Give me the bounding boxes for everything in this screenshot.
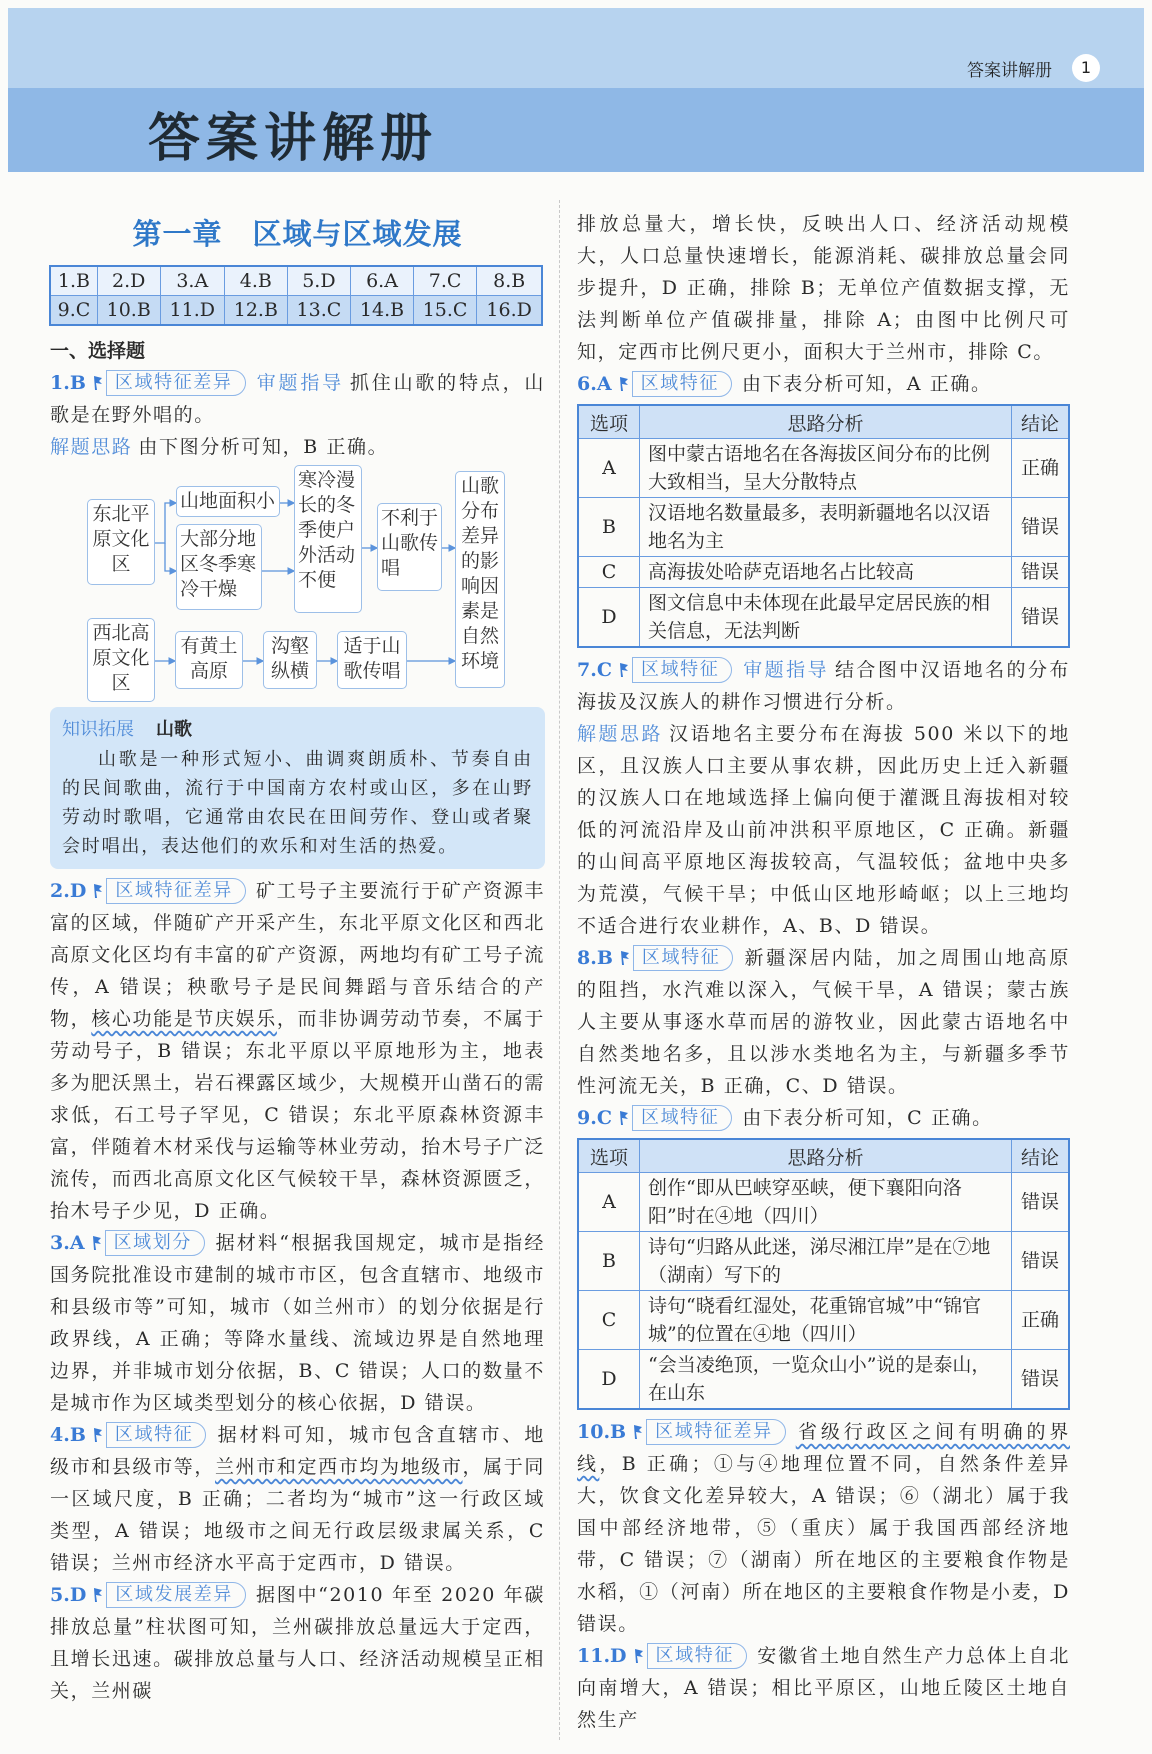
table-row xyxy=(578,1232,1069,1291)
knowledge-extension-box xyxy=(50,707,545,869)
item-text: 据材料“根据我国规定，城市是指经国务院批准设市建制的城市市区，包含直辖市、地级市和县级市等”可知，城市（如兰州市）的划分依据是行政界线，A 正确；等降水量线、流域边界是自然地理边界，并非城市划分依据，B、C 错误；人口的数量不是城市作为区域类型划分的核心依据，D 错误。 xyxy=(50,1232,545,1414)
flag-icon xyxy=(618,1110,630,1126)
key-point-underline: 省级行政区之间有明确的界线 xyxy=(577,1421,1070,1475)
guide-label: 审题指导 xyxy=(255,372,344,394)
answer-item xyxy=(50,1419,545,1579)
item-text: 据图中“2010 年至 2020 年碳排放总量”柱状图可知，兰州碳排放总量远大于定西，且增长迅速。碳排放总量与人口、经济活动规模呈正相关，兰州碳 xyxy=(50,1584,545,1702)
option-cell: C xyxy=(578,1291,640,1350)
flow-box-nw-region: 西北高原文化区 xyxy=(87,618,155,702)
section-title: 一、选择题 xyxy=(50,340,146,362)
key-point-underline: 核心功能是节庆娱乐 xyxy=(91,1008,277,1030)
flag-icon xyxy=(92,375,104,391)
extension-title: 山歌 xyxy=(156,719,192,740)
item-text: 由下表分析可知，A 正确。 xyxy=(741,373,992,395)
answer-key-cell: 9.C xyxy=(50,296,97,326)
table-header: 思路分析 xyxy=(640,405,1012,439)
table-row xyxy=(578,1350,1069,1410)
approach-label: 解题思路 xyxy=(50,436,133,458)
flag-icon xyxy=(91,1235,103,1251)
item-number: 7.C xyxy=(577,659,612,681)
flow-box-gullies: 沟壑纵横 xyxy=(263,631,317,689)
table-header: 思路分析 xyxy=(640,1139,1012,1173)
chapter-title: 第一章 区域与区域发展 xyxy=(132,217,463,251)
item-text: 矿工号子主要流行于矿产资源丰富的区域，伴随矿产开采产生，东北平原文化区和西北高原文化区均有丰富的矿产资源，两地均有矿工号子流传，A 错误；秧歌号子是民间舞蹈与音乐结合的产物， xyxy=(50,880,545,1030)
conclusion-cell: 错误 xyxy=(1012,1350,1070,1410)
item-text: 据材料可知，城市包含直辖市、地级市和县级市等， xyxy=(50,1424,545,1478)
topic-tag: 区域划分 xyxy=(105,1230,205,1256)
topic-tag: 区域特征 xyxy=(647,1643,747,1669)
option-cell: C xyxy=(578,557,640,588)
analysis-cell: 创作“即从巴峡穿巫峡，便下襄阳向洛阳”时在④地（四川） xyxy=(640,1173,1012,1232)
table-row xyxy=(578,1173,1069,1232)
analysis-cell: 高海拔处哈萨克语地名占比较高 xyxy=(640,557,1012,588)
approach-label: 解题思路 xyxy=(577,723,663,745)
answer-item xyxy=(577,1416,1070,1640)
right-column xyxy=(577,208,1070,1736)
flowchart xyxy=(50,463,545,703)
answer-key-cell: 14.B xyxy=(351,296,414,326)
table-header-row xyxy=(578,405,1069,439)
analysis-cell: 汉语地名数量最多，表明新疆地名以汉语地名为主 xyxy=(640,498,1012,557)
topic-tag: 区域特征 xyxy=(632,371,732,397)
answer-key-cell: 3.A xyxy=(160,266,224,296)
option-cell: A xyxy=(578,439,640,498)
item-number: 11.D xyxy=(577,1645,627,1667)
analysis-cell: “会当凌绝顶，一览众山小”说的是泰山，在山东 xyxy=(640,1350,1012,1410)
table-header: 选项 xyxy=(578,1139,640,1173)
answer-key-row xyxy=(50,296,542,326)
analysis-table-q9 xyxy=(577,1138,1070,1410)
analysis-table-q6 xyxy=(577,404,1070,648)
answer-key-cell: 8.B xyxy=(477,266,542,296)
answer-item-continued xyxy=(577,208,1070,368)
answer-key-cell: 1.B xyxy=(50,266,97,296)
item-number: 5.D xyxy=(50,1584,87,1606)
answer-key-cell: 15.C xyxy=(413,296,476,326)
flag-icon xyxy=(618,662,630,678)
flag-icon xyxy=(632,1424,644,1440)
answer-key-cell: 10.B xyxy=(97,296,160,326)
item-text-continued: 排放总量大，增长快，反映出人口、经济活动规模大，人口总量快速增长，能源消耗、碳排放总量会同步提升，D 正确，排除 B；无单位产值数据支撑，无法判断单位产值碳排量，排除 A；由图中比例尺可知，定西市比例尺更小，面积大于兰州市，排除 C。 xyxy=(577,213,1070,363)
item-text: 安徽省土地自然生产力总体上自北向南增大，A 错误；相比平原区，山地丘陵区土地自然生产 xyxy=(577,1645,1070,1731)
conclusion-cell: 错误 xyxy=(1012,557,1070,588)
extension-label: 知识拓展 xyxy=(62,719,134,740)
option-cell: D xyxy=(578,1350,640,1410)
answer-key-cell: 5.D xyxy=(287,266,350,296)
flow-box-small-mountain: 山地面积小 xyxy=(176,486,280,517)
analysis-cell: 诗句“晓看红湿处，花重锦官城”中“锦官城”的位置在④地（四川） xyxy=(640,1291,1012,1350)
table-header: 结论 xyxy=(1012,405,1070,439)
item-text-after: ，而非协调劳动节奏，不属于劳动号子，B 错误；东北平原以平原地形为主，地表多为肥沃黑土，岩石裸露区域少，大规模开山凿石的需求低，石工号子罕见，C 错误；东北平原森林资源丰富，伴随着木材采伐与运输等林业劳动，抬木号子广泛流传，而西北高原文化区气候较干旱，森林资源匮乏，抬木号子少见，D 正确。 xyxy=(50,1008,546,1222)
conclusion-cell: 错误 xyxy=(1012,498,1070,557)
answer-item xyxy=(577,942,1070,1102)
table-row xyxy=(578,439,1069,498)
flow-box-long-winter: 寒冷漫长的冬季使户外活动不便 xyxy=(294,465,362,613)
topic-tag: 区域特征 xyxy=(633,945,733,971)
answer-key-table xyxy=(49,265,543,326)
column-divider xyxy=(559,200,560,1740)
approach-text: 汉语地名主要分布在海拔 500 米以下的地区，且汉族人口主要从事农耕，因此历史上迁入新疆的汉族人口在地域选择上偏向便于灌溉且海拔相对较低的河流沿岸及山前冲洪积平原地区，C 正确。新疆的山间高平原地区海拔较高，气温较低；盆地中央多为荒漠，气候干旱；中低山区地形崎岖；以上三地均不适合进行农业耕作，A、B、D 错误。 xyxy=(577,723,1070,937)
analysis-cell: 图文信息中未体现在此最早定居民族的相关信息，无法判断 xyxy=(640,588,1012,648)
table-header: 选项 xyxy=(578,405,640,439)
option-cell: A xyxy=(578,1173,640,1232)
flag-icon xyxy=(618,376,630,392)
arrow xyxy=(155,503,176,543)
answer-key-cell: 11.D xyxy=(160,296,224,326)
flag-icon xyxy=(633,1648,645,1664)
left-column xyxy=(50,367,545,1707)
answer-key-cell: 6.A xyxy=(351,266,414,296)
conclusion-cell: 正确 xyxy=(1012,439,1070,498)
answer-item xyxy=(50,367,545,463)
flow-box-loess: 有黄土高原 xyxy=(175,631,243,689)
answer-item xyxy=(577,654,1070,942)
answer-item xyxy=(577,1640,1070,1736)
page-title: 答案讲解册 xyxy=(148,109,439,169)
answer-key-cell: 16.D xyxy=(477,296,542,326)
item-number: 10.B xyxy=(577,1421,627,1443)
option-cell: B xyxy=(578,498,640,557)
topic-tag: 区域发展差异 xyxy=(106,1582,246,1608)
answer-item xyxy=(577,368,1070,400)
option-cell: D xyxy=(578,588,640,648)
answer-item xyxy=(50,1227,545,1419)
table-header: 结论 xyxy=(1012,1139,1070,1173)
item-number: 6.A xyxy=(577,373,612,395)
key-point-underline: 兰州市和定西市均为地级市 xyxy=(215,1456,463,1478)
conclusion-cell: 错误 xyxy=(1012,1232,1070,1291)
answer-key-cell: 13.C xyxy=(287,296,350,326)
topic-tag: 区域特征差异 xyxy=(106,370,246,396)
table-header-row xyxy=(578,1139,1069,1173)
answer-key-cell: 7.C xyxy=(413,266,476,296)
topic-tag: 区域特征 xyxy=(106,1422,206,1448)
answer-key-cell: 2.D xyxy=(97,266,160,296)
topic-tag: 区域特征差异 xyxy=(646,1419,786,1445)
conclusion-cell: 错误 xyxy=(1012,588,1070,648)
topic-tag: 区域特征 xyxy=(632,1105,732,1131)
answer-item xyxy=(50,875,545,1227)
flow-box-conclusion: 山歌分布差异的影响因素是自然环境 xyxy=(455,471,505,688)
item-number: 3.A xyxy=(50,1232,85,1254)
flag-icon xyxy=(92,883,104,899)
item-number: 4.B xyxy=(50,1424,86,1446)
item-text: 新疆深居内陆，加之周围山地高原的阻挡，水汽难以深入，气候干旱，A 错误；蒙古族人主要从事逐水草而居的游牧业，因此蒙古语地名中自然类地名多，且以涉水类地名为主，与新疆多季节性河流无关，B 正确，C、D 错误。 xyxy=(577,947,1070,1097)
flow-box-unfavorable: 不利于山歌传唱 xyxy=(377,503,442,591)
flow-box-suitable: 适于山歌传唱 xyxy=(337,631,407,689)
analysis-cell: 图中蒙古语地名在各海拔区间分布的比例大致相当，呈大分散特点 xyxy=(640,439,1012,498)
guide-text: 抓住山歌的特点，山歌是在野外唱的。 xyxy=(50,372,545,426)
page-number: 1 xyxy=(1072,54,1100,82)
table-row xyxy=(578,588,1069,648)
flag-icon xyxy=(619,950,631,966)
conclusion-cell: 错误 xyxy=(1012,1173,1070,1232)
answer-key-row xyxy=(50,266,542,296)
approach-text: 由下图分析可知，B 正确。 xyxy=(138,436,389,458)
flow-box-cold-dry: 大部分地区冬季寒冷干燥 xyxy=(176,524,262,610)
guide-label: 审题指导 xyxy=(742,659,829,681)
running-title: 答案讲解册 xyxy=(967,61,1052,81)
item-text: 由下表分析可知，C 正确。 xyxy=(742,1107,993,1129)
flag-icon xyxy=(92,1427,104,1443)
table-row xyxy=(578,557,1069,588)
extension-text: 山歌是一种形式短小、曲调爽朗质朴、节奏自由的民间歌曲，流行于中国南方农村或山区，多在山野劳动时歌唱，它通常由农民在田间劳作、登山或者聚会时唱出，表达他们的欢乐和对生活的热爱。 xyxy=(62,749,533,857)
arrow xyxy=(165,543,176,571)
guide-text: 结合图中汉语地名的分布海拔及汉族人的耕作习惯进行分析。 xyxy=(577,659,1070,713)
conclusion-cell: 正确 xyxy=(1012,1291,1070,1350)
answer-item xyxy=(577,1102,1070,1134)
answer-item xyxy=(50,1579,545,1707)
item-number: 8.B xyxy=(577,947,613,969)
flow-box-ne-region: 东北平原文化区 xyxy=(87,499,155,585)
option-cell: B xyxy=(578,1232,640,1291)
flag-icon xyxy=(92,1587,104,1603)
answer-key-cell: 4.B xyxy=(225,266,288,296)
table-row xyxy=(578,498,1069,557)
item-number: 9.C xyxy=(577,1107,612,1129)
item-number: 2.D xyxy=(50,880,87,902)
table-row xyxy=(578,1291,1069,1350)
item-text-after: ，B 正确；①与④地理位置不同，自然条件差异大，饮食文化差异较大，A 错误；⑥（湖北）属于我国中部经济地带，⑤（重庆）属于我国西部经济地带，C 错误；⑦（湖南）所在地区的主要粮食作物是水稻，①（河南）所在地区的主要粮食作物是小麦，D 错误。 xyxy=(577,1453,1070,1635)
topic-tag: 区域特征差异 xyxy=(106,878,246,904)
item-text-after: ，属于同一区域尺度，B 正确；二者均为“城市”这一行政区域类型，A 错误；地级市之间无行政层级隶属关系，C 错误；兰州市经济水平高于定西市，D 错误。 xyxy=(50,1456,546,1574)
item-number: 1.B xyxy=(50,372,86,394)
topic-tag: 区域特征 xyxy=(632,657,732,683)
answer-key-cell: 12.B xyxy=(225,296,288,326)
analysis-cell: 诗句“归路从此迷，涕尽湘江岸”是在⑦地（湖南）写下的 xyxy=(640,1232,1012,1291)
